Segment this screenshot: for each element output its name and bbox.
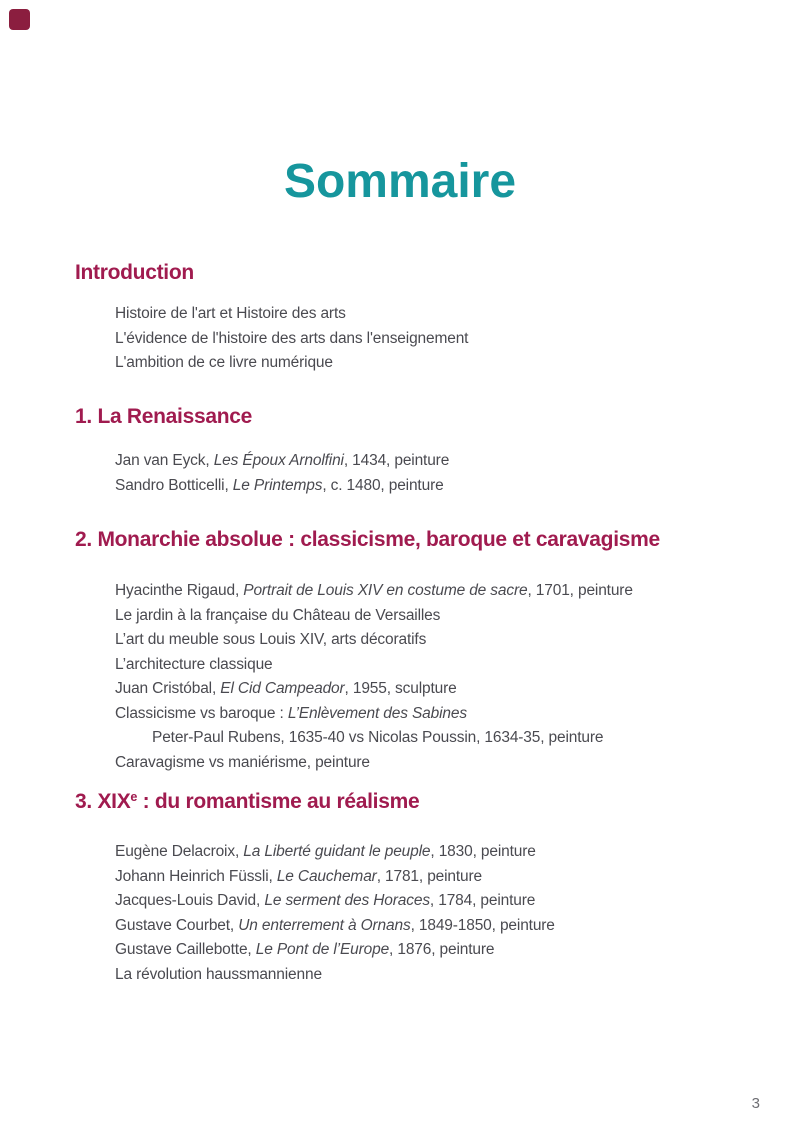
- section-heading: [75, 402, 252, 432]
- page-title: Sommaire: [283, 155, 517, 208]
- toc-item: [115, 677, 633, 702]
- section-items: [115, 840, 555, 987]
- toc-item: [115, 963, 555, 988]
- toc-item: [115, 327, 468, 352]
- toc-item-text: Hyacinthe Rigaud,: [115, 582, 244, 599]
- toc-item: [115, 914, 555, 939]
- section-items: [115, 579, 633, 775]
- toc-item: [115, 653, 633, 678]
- toc-item: [115, 474, 449, 499]
- toc-item: [115, 579, 633, 604]
- toc-item-work-title: Les Époux Arnolfini: [213, 452, 344, 469]
- section-heading: [75, 787, 419, 819]
- section-items: [115, 302, 468, 376]
- toc-item: [115, 302, 468, 327]
- heading-text: 2. Monarchie absolue : classicisme, baroque et caravagisme: [75, 528, 660, 551]
- toc-item-text: , 1830, peinture: [430, 843, 536, 860]
- toc-item-text: Eugène Delacroix,: [115, 843, 244, 860]
- toc-item-text: Gustave Caillebotte,: [115, 941, 256, 958]
- corner-marker: [9, 9, 30, 30]
- toc-item-text: Le jardin à la française du Château de Versailles: [115, 606, 441, 624]
- toc-item-text: , 1701, peinture: [527, 582, 633, 599]
- toc-item-work-title: L’Enlèvement des Sabines: [287, 704, 467, 722]
- toc-item-text: Juan Cristóbal,: [115, 680, 221, 697]
- toc-item-work-title: Un enterrement à Ornans: [238, 916, 411, 934]
- toc-item-text: , 1876, peinture: [389, 941, 495, 958]
- toc-item: [115, 628, 633, 653]
- toc-item-text: Histoire de l'art et Histoire des arts: [115, 305, 346, 322]
- toc-item-text: Peter-Paul Rubens, 1635-40 vs Nicolas Poussin, 1634-35, peinture: [152, 729, 604, 746]
- toc-item-text: Jacques-Louis David,: [115, 892, 265, 909]
- heading-text: 1. La Renaissance: [75, 405, 252, 428]
- toc-item-work-title: El Cid Campeador: [220, 680, 345, 697]
- toc-item: [115, 702, 633, 727]
- toc-item-text: , c. 1480, peinture: [322, 476, 444, 494]
- toc-item-work-title: Portrait de Louis XIV en costume de sacre: [243, 582, 528, 599]
- toc-item-text: , 1434, peinture: [343, 452, 450, 469]
- toc-item: [115, 604, 633, 629]
- toc-item: [115, 449, 449, 474]
- section-heading: [75, 525, 660, 555]
- toc-item-text: , 1955, sculpture: [344, 680, 457, 697]
- toc-item-work-title: Le Pont de l’Europe: [255, 941, 390, 958]
- section-heading: [75, 258, 194, 288]
- toc-item: [115, 726, 633, 751]
- toc-item-work-title: Le Printemps: [232, 476, 323, 494]
- toc-item: [115, 351, 468, 376]
- section-items: [115, 449, 449, 498]
- toc-item-text: Sandro Botticelli,: [115, 476, 233, 494]
- toc-item-work-title: Le Cauchemar: [276, 867, 377, 885]
- toc-item-work-title: La Liberté guidant le peuple: [243, 843, 431, 860]
- toc-item-text: L’architecture classique: [115, 655, 273, 673]
- toc-item-text: Classicisme vs baroque :: [115, 704, 288, 722]
- toc-item-text: L'évidence de l'histoire des arts dans l'enseignement: [115, 329, 469, 347]
- toc-item-text: Jan van Eyck,: [115, 452, 214, 469]
- toc-item-text: Johann Heinrich Füssli,: [115, 867, 277, 885]
- heading-superscript: e: [130, 790, 138, 805]
- toc-item-work-title: Le serment des Horaces: [264, 892, 430, 909]
- page-number: 3: [751, 1095, 760, 1112]
- toc-item: [115, 751, 633, 776]
- heading-text: 3. XIX: [75, 790, 131, 813]
- toc-item-text: L’art du meuble sous Louis XIV, arts décoratifs: [115, 631, 427, 648]
- toc-item-text: La révolution haussmannienne: [115, 965, 322, 983]
- heading-text: : du romantisme au réalisme: [137, 790, 420, 813]
- toc-item: [115, 840, 555, 865]
- toc-item-text: Caravagisme vs maniérisme, peinture: [115, 753, 370, 771]
- toc-item-text: , 1849-1850, peinture: [410, 916, 555, 934]
- toc-item-text: , 1781, peinture: [376, 867, 483, 885]
- toc-item-text: , 1784, peinture: [429, 892, 536, 909]
- toc-item: [115, 938, 555, 963]
- toc-item-text: Gustave Courbet,: [115, 916, 239, 934]
- toc-item: [115, 889, 555, 914]
- toc-item-text: L'ambition de ce livre numérique: [115, 354, 333, 371]
- toc-item: [115, 865, 555, 890]
- heading-text: Introduction: [75, 261, 194, 284]
